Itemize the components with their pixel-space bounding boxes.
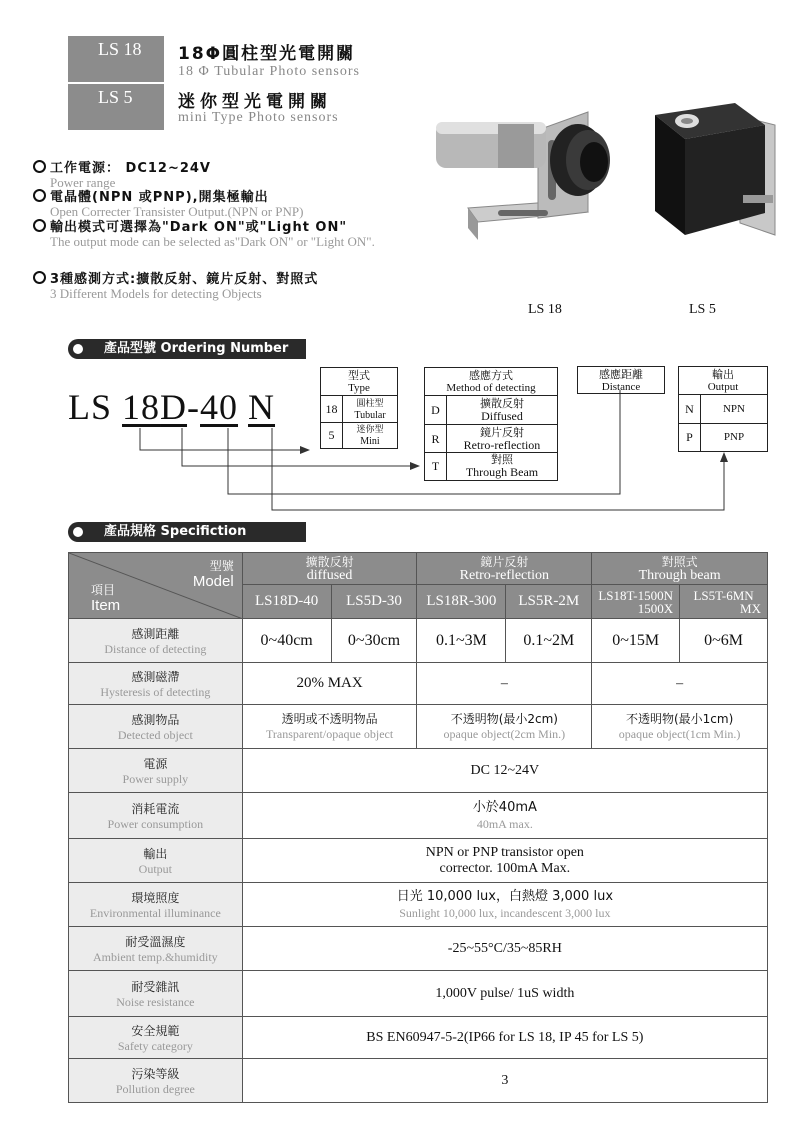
- spec-table: [68, 552, 768, 1103]
- table-row: 污染等級 Pollution degree 3: [69, 1059, 768, 1103]
- table-row: 電源 Power supply DC 12~24V: [69, 749, 768, 793]
- title-tubular-en: 18 Φ Tubular Photo sensors: [178, 64, 360, 79]
- table-row: 耐受溫濕度 Ambient temp.&humidity -25~55°C/35~85RH: [69, 927, 768, 971]
- feature-power: 工作電源： DC12~24V Power range: [33, 157, 211, 190]
- ls18-image-label: LS 18: [528, 302, 562, 317]
- table-row: 耐受雜訊 Noise resistance 1,000V pulse/ 1uS width: [69, 971, 768, 1017]
- model-code: LS 18D-40 N: [68, 387, 276, 427]
- model-ls18d40: LS18D-40: [242, 585, 331, 619]
- table-row: 安全規範 Safety category BS EN60947-5-2(IP66 for LS 18, IP 45 for LS 5): [69, 1017, 768, 1059]
- table-row: 感測距離 Distance of detecting 0~40cm 0~30cm 0.1~3M 0.1~2M 0~15M 0~6M: [69, 619, 768, 663]
- table-row: 感測磁滯 Hysteresis of detecting 20% MAX – –: [69, 663, 768, 705]
- table-row: 消耗電流 Power consumption 小於40mA 40mA max.: [69, 793, 768, 839]
- model-ls5d30: LS5D-30: [331, 585, 417, 619]
- spec-section-title: 產品規格 Specifiction: [68, 522, 306, 542]
- group-retro: 鏡片反射 Retro-reflection: [417, 553, 592, 585]
- model-ls5r2m: LS5R-2M: [506, 585, 592, 619]
- table-row: 環境照度 Environmental illuminance 日光 10,000 lux，白熱燈 3,000 lux Sunlight 10,000 lux, incandescent 3,000 lux: [69, 883, 768, 927]
- group-through: 對照式 Through beam: [592, 553, 768, 585]
- feature-output-mode: 輸出模式可選擇為"Dark ON"或"Light ON" The output mode can be selected as"Dark ON" or "Light ON".: [33, 216, 413, 249]
- model-ls5t6m: LS5T-6MN MX: [680, 585, 768, 619]
- table-row: 感測物品 Detected object 透明或不透明物品 Transparent/opaque object 不透明物(最小2cm) opaque object(2cm Min.) 不透明物(最小1cm) opaque object(1cm Min.): [69, 705, 768, 749]
- model-box-ls18-label: LS 18: [98, 39, 142, 59]
- output-box: 輸出 Output N NPN P PNP: [678, 366, 768, 452]
- title-mini-en: mini Type Photo sensors: [178, 110, 339, 125]
- model-ls18t1500: LS18T-1500N 1500X: [592, 585, 680, 619]
- ordering-section-title: 產品型號 Ordering Number: [68, 339, 306, 359]
- ls5-image-label: LS 5: [689, 302, 716, 317]
- model-ls18r300: LS18R-300: [417, 585, 506, 619]
- feature-models: 3種感測方式:擴散反射、鏡片反射、對照式 3 Different Models for detecting Objects: [33, 268, 318, 301]
- model-box-ls5-label: LS 5: [98, 87, 133, 107]
- section-dot-icon: [70, 524, 86, 540]
- title-tubular-zh: 18Φ圓柱型光電開關: [178, 44, 356, 64]
- method-box: 感應方式 Method of detecting D 擴散反射 Diffused R 鏡片反射 Retro-reflection T 對照 Through Beam: [424, 367, 558, 481]
- feature-transistor: 電晶體(NPN 或PNP),開集極輸出 Open Correcter Transister Output.(NPN or PNP): [33, 186, 303, 219]
- model-item-header: 型號 Model 項目 Item: [69, 553, 243, 619]
- group-diffused: 擴散反射 diffused: [242, 553, 417, 585]
- distance-box: 感應距離 Distance: [577, 366, 665, 394]
- type-box: 型式 Type 18 圓柱型 Tubular 5 迷你型 Mini: [320, 367, 398, 449]
- table-row: 輸出 Output NPN or PNP transistor open corrector. 100mA Max.: [69, 839, 768, 883]
- title-mini-zh: 迷你型光電開關: [178, 92, 332, 112]
